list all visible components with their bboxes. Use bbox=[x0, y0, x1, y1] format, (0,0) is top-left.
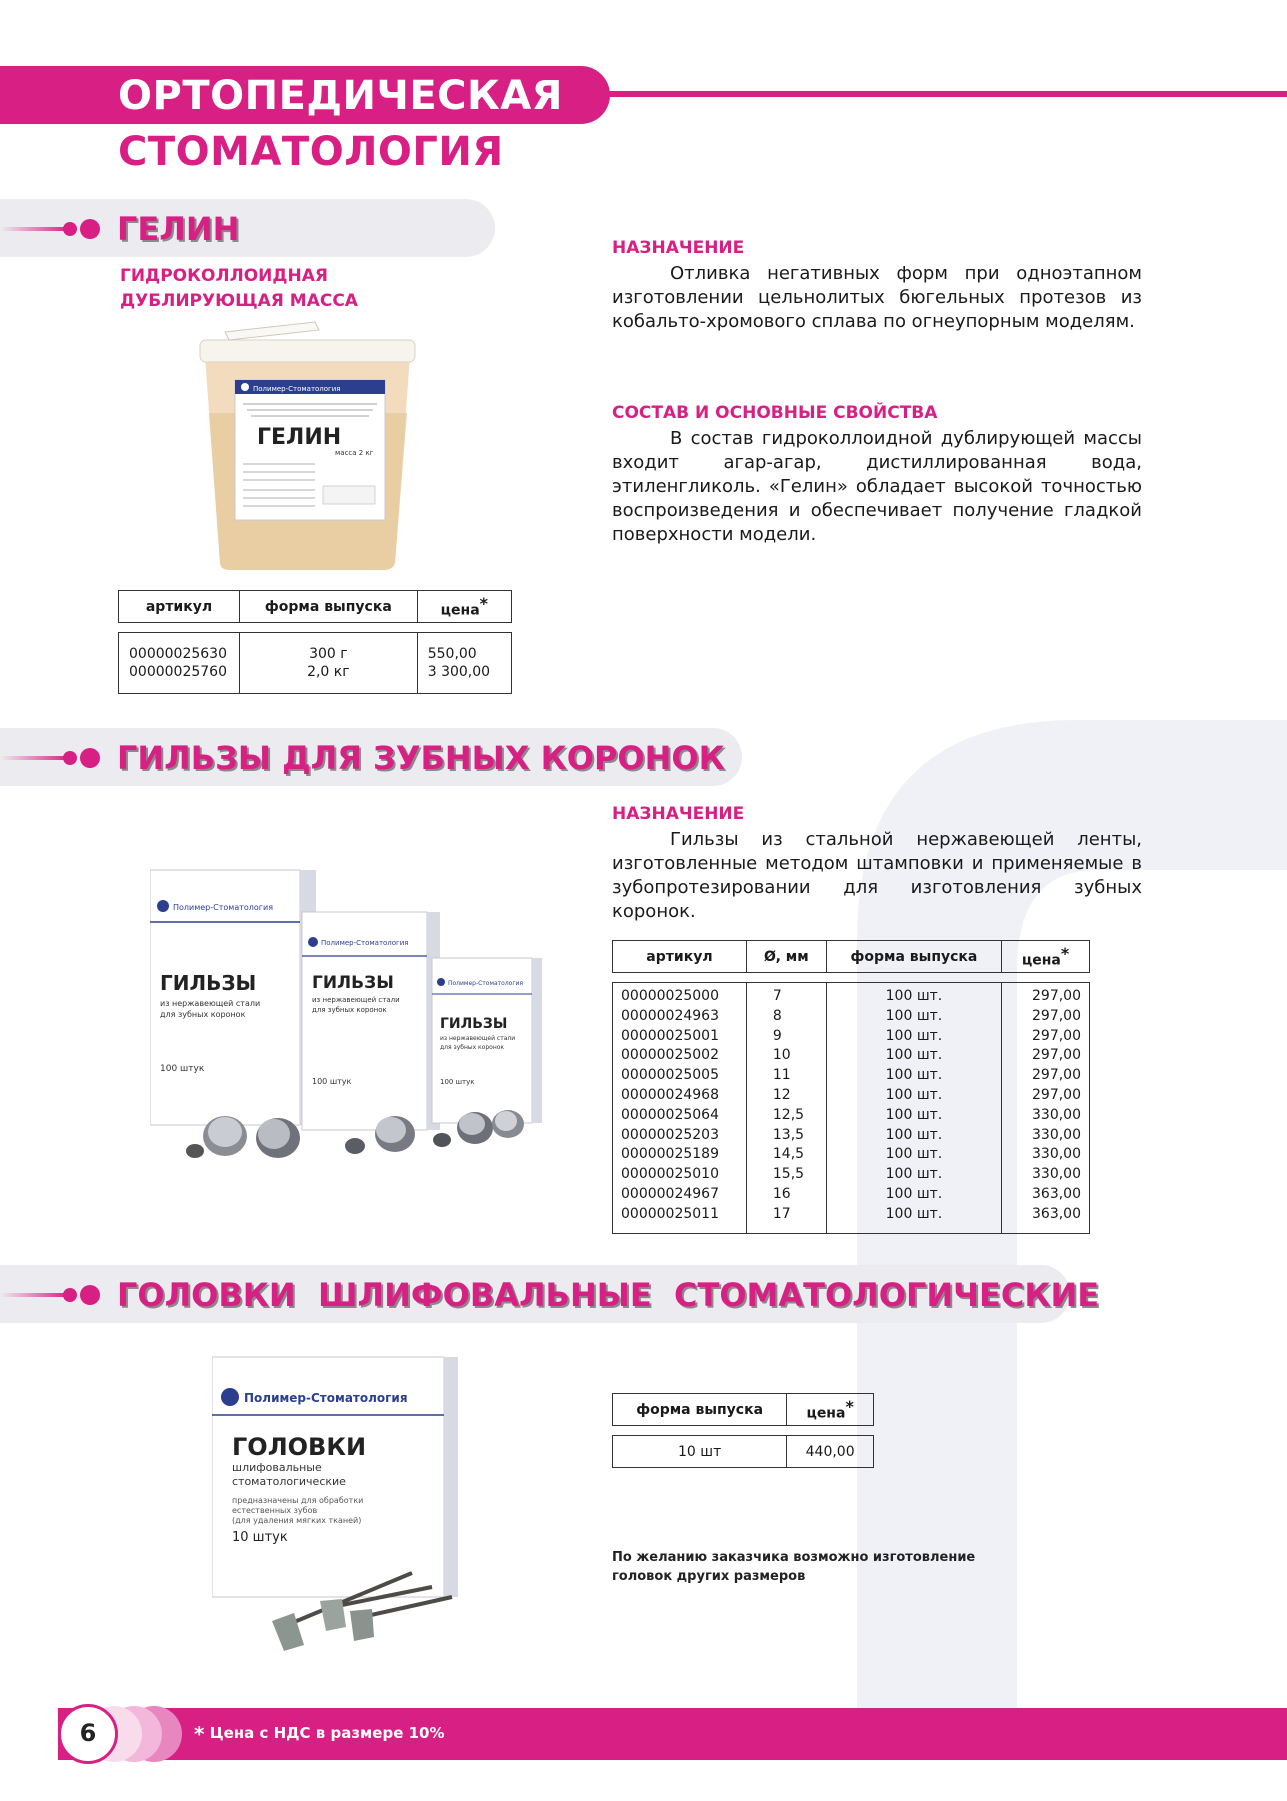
sleeves-diameter-value: 12 bbox=[772, 1086, 791, 1103]
sleeves-dot-small bbox=[63, 751, 77, 765]
col-price: цена* bbox=[417, 591, 511, 623]
sleeves-article-value: 00000025203 bbox=[621, 1126, 719, 1143]
cell-prices: 550,00 3 300,00 bbox=[417, 633, 511, 694]
gelin-dot-small bbox=[63, 222, 77, 236]
sleeves-dot-large bbox=[80, 748, 100, 768]
svg-text:Полимер-Стоматология: Полимер-Стоматология bbox=[253, 385, 341, 393]
sleeves-price-value: 330,00 bbox=[1032, 1146, 1081, 1163]
sleeves-price-value: 330,00 bbox=[1032, 1166, 1081, 1183]
svg-text:для зубных коронок: для зубных коронок bbox=[312, 1006, 387, 1014]
cell-forms: 300 г 2,0 кг bbox=[239, 633, 417, 694]
sleeves-diameter-value: 14,5 bbox=[772, 1146, 805, 1163]
svg-text:ГИЛЬЗЫ: ГИЛЬЗЫ bbox=[160, 971, 257, 995]
sleeves-price-value: 297,00 bbox=[1032, 1086, 1081, 1103]
cell-prices bbox=[1002, 983, 1090, 1234]
table-row bbox=[119, 633, 512, 694]
heads-dot-small bbox=[63, 1288, 77, 1302]
svg-text:стоматологические: стоматологические bbox=[232, 1475, 346, 1488]
sleeves-purpose-text: Гильзы из стальной нержавеющей ленты, изготовленные методом штамповки и применяемые в зубопротезировании для изготовления зубных коронок. bbox=[612, 829, 1142, 922]
sleeves-price-value: 297,00 bbox=[1032, 1007, 1081, 1024]
col-article: артикул bbox=[613, 941, 747, 973]
sleeves-article-value: 00000025011 bbox=[621, 1205, 719, 1222]
sleeves-form-value: 100 шт. bbox=[885, 1106, 943, 1123]
cell-articles: 00000025630 00000025760 bbox=[119, 633, 240, 694]
svg-text:10 штук: 10 штук bbox=[232, 1530, 288, 1545]
sleeves-price-value: 363,00 bbox=[1032, 1205, 1081, 1222]
cell-price: 440,00 bbox=[787, 1436, 874, 1468]
table-header-row bbox=[119, 591, 512, 623]
svg-text:(для удаления мягких тканей): (для удаления мягких тканей) bbox=[232, 1516, 362, 1525]
heads-heading-line bbox=[0, 1293, 70, 1297]
heads-price-table bbox=[612, 1393, 874, 1468]
col-form: форма выпуска bbox=[826, 941, 1001, 973]
heads-product-image bbox=[212, 1355, 462, 1660]
sleeves-article-value: 00000025189 bbox=[621, 1146, 719, 1163]
gelin-properties-heading: СОСТАВ И ОСНОВНЫЕ СВОЙСТВА bbox=[612, 403, 938, 423]
gelin-subtitle: ГИДРОКОЛЛОИДНАЯ ДУБЛИРУЮЩАЯ МАССА bbox=[120, 266, 358, 311]
sleeves-diameter-value: 17 bbox=[772, 1205, 791, 1222]
sleeves-diameter-value: 16 bbox=[772, 1185, 791, 1202]
cell-forms bbox=[826, 983, 1001, 1234]
sleeves-diameter-value: 12,5 bbox=[772, 1106, 805, 1123]
gelin-title: ГЕЛИН bbox=[117, 210, 240, 248]
svg-text:из нержавеющей стали: из нержавеющей стали bbox=[440, 1035, 516, 1042]
svg-text:естественных зубов: естественных зубов bbox=[232, 1506, 318, 1515]
gelin-dot-large bbox=[80, 219, 100, 239]
svg-text:масса 2 кг: масса 2 кг bbox=[335, 449, 374, 457]
cell-articles bbox=[613, 983, 747, 1234]
sleeves-form-value: 100 шт. bbox=[885, 1146, 943, 1163]
vat-note: * Цена с НДС в размере 10% bbox=[194, 1722, 445, 1746]
svg-text:Полимер-Стоматология: Полимер-Стоматология bbox=[173, 903, 273, 912]
svg-text:для зубных коронок: для зубных коронок bbox=[440, 1044, 505, 1051]
sleeves-form-value: 100 шт. bbox=[885, 1126, 943, 1143]
sleeves-price-value: 297,00 bbox=[1032, 1047, 1081, 1064]
table-row bbox=[613, 983, 1090, 1234]
svg-text:для зубных коронок: для зубных коронок bbox=[160, 1010, 246, 1019]
sleeves-product-image bbox=[150, 868, 570, 1168]
sleeves-price-value: 297,00 bbox=[1032, 1067, 1081, 1084]
sleeves-price-value: 297,00 bbox=[1032, 1027, 1081, 1044]
sleeves-form-value: 100 шт. bbox=[885, 1205, 943, 1222]
sleeves-price-value: 363,00 bbox=[1032, 1185, 1081, 1202]
svg-text:ГЕЛИН: ГЕЛИН bbox=[257, 425, 342, 450]
sleeves-form-value: 100 шт. bbox=[885, 1086, 943, 1103]
sleeves-article-value: 00000025005 bbox=[621, 1067, 719, 1084]
sleeves-article-value: 00000025001 bbox=[621, 1027, 719, 1044]
sleeves-diameter-value: 8 bbox=[772, 1007, 782, 1024]
sleeves-form-value: 100 шт. bbox=[885, 1166, 943, 1183]
svg-text:из нержавеющей стали: из нержавеющей стали bbox=[160, 999, 261, 1008]
sleeves-price-value: 330,00 bbox=[1032, 1106, 1081, 1123]
svg-text:100 штук: 100 штук bbox=[440, 1078, 475, 1086]
svg-text:ГИЛЬЗЫ: ГИЛЬЗЫ bbox=[440, 1016, 508, 1032]
cell-diameters bbox=[746, 983, 826, 1234]
svg-text:Полимер-Стоматология: Полимер-Стоматология bbox=[321, 939, 409, 947]
sleeves-diameter-value: 10 bbox=[772, 1047, 791, 1064]
svg-text:шлифовальные: шлифовальные bbox=[232, 1461, 322, 1474]
table-row bbox=[613, 1436, 874, 1468]
col-form: форма выпуска bbox=[239, 591, 417, 623]
svg-text:ГОЛОВКИ: ГОЛОВКИ bbox=[232, 1433, 367, 1461]
svg-text:Полимер-Стоматология: Полимер-Стоматология bbox=[244, 1391, 408, 1405]
sleeves-article-value: 00000024968 bbox=[621, 1086, 719, 1103]
cell-form: 10 шт bbox=[613, 1436, 787, 1468]
table-header-row bbox=[613, 1394, 874, 1426]
heads-title: ГОЛОВКИ ШЛИФОВАЛЬНЫЕ СТОМАТОЛОГИЧЕСКИЕ bbox=[117, 1276, 1100, 1314]
svg-text:ГИЛЬЗЫ: ГИЛЬЗЫ bbox=[312, 973, 394, 993]
col-article: артикул bbox=[119, 591, 240, 623]
table-header-row bbox=[613, 941, 1090, 973]
sleeves-heading-line bbox=[0, 756, 70, 760]
gelin-properties-text: В состав гидроколлоидной дублирующей массы входит агар-агар, дистиллированная вода, этиленгликоль. «Гелин» обладает высокой точностью воспроизведения и обеспечивает получение гладкой поверхности модели. bbox=[612, 428, 1142, 545]
sleeves-article-value: 00000025002 bbox=[621, 1047, 719, 1064]
svg-text:предназначены для обработки: предназначены для обработки bbox=[232, 1496, 364, 1505]
sleeves-article-value: 00000025064 bbox=[621, 1106, 719, 1123]
sleeves-form-value: 100 шт. bbox=[885, 1047, 943, 1064]
sleeves-form-value: 100 шт. bbox=[885, 1027, 943, 1044]
sleeves-form-value: 100 шт. bbox=[885, 1007, 943, 1024]
gelin-purpose-text: Отливка негативных форм при одноэтапном изготовлении цельнолитых бюгельных протезов из кобальто-хромового сплава по огнеупорным моделям. bbox=[612, 263, 1142, 332]
sleeves-purpose-heading: НАЗНАЧЕНИЕ bbox=[612, 804, 745, 824]
gelin-heading-line bbox=[0, 227, 70, 231]
sleeves-price-table bbox=[612, 940, 1090, 1234]
page-title-line1: ОРТОПЕДИЧЕСКАЯ bbox=[118, 73, 563, 119]
gelin-price-table bbox=[118, 590, 512, 694]
col-price: цена* bbox=[787, 1394, 874, 1426]
gelin-purpose-heading: НАЗНАЧЕНИЕ bbox=[612, 238, 745, 258]
col-form: форма выпуска bbox=[613, 1394, 787, 1426]
svg-text:из нержавеющей стали: из нержавеющей стали bbox=[312, 996, 400, 1004]
svg-text:100 штук: 100 штук bbox=[160, 1064, 205, 1074]
sleeves-article-value: 00000024967 bbox=[621, 1185, 719, 1202]
sleeves-diameter-value: 15,5 bbox=[772, 1166, 805, 1183]
sleeves-diameter-value: 13,5 bbox=[772, 1126, 805, 1143]
sleeves-form-value: 100 шт. bbox=[885, 988, 943, 1004]
sleeves-form-value: 100 шт. bbox=[885, 1067, 943, 1084]
sleeves-diameter-value: 7 bbox=[772, 988, 782, 1004]
page-title-line2: СТОМАТОЛОГИЯ bbox=[118, 129, 504, 175]
sleeves-article-value: 00000024963 bbox=[621, 1007, 719, 1024]
sleeves-price-value: 297,00 bbox=[1032, 988, 1081, 1004]
header-line bbox=[600, 91, 1287, 97]
sleeves-title: ГИЛЬЗЫ ДЛЯ ЗУБНЫХ КОРОНОК bbox=[117, 739, 725, 777]
heads-custom-note: По желанию заказчика возможно изготовление головок других размеров bbox=[612, 1550, 976, 1584]
svg-text:100 штук: 100 штук bbox=[312, 1077, 352, 1086]
col-price: цена* bbox=[1002, 941, 1090, 973]
sleeves-price-value: 330,00 bbox=[1032, 1126, 1081, 1143]
sleeves-article-value: 00000025010 bbox=[621, 1166, 719, 1183]
sleeves-form-value: 100 шт. bbox=[885, 1185, 943, 1202]
page-number: 6 bbox=[79, 1719, 97, 1747]
sleeves-diameter-value: 9 bbox=[772, 1027, 782, 1044]
col-diameter: Ø, мм bbox=[746, 941, 826, 973]
svg-text:Полимер-Стоматология: Полимер-Стоматология bbox=[448, 980, 523, 987]
sleeves-article-value: 00000025000 bbox=[621, 988, 719, 1004]
heads-dot-large bbox=[80, 1285, 100, 1305]
sleeves-diameter-value: 11 bbox=[772, 1067, 791, 1084]
gelin-product-image bbox=[195, 318, 420, 573]
